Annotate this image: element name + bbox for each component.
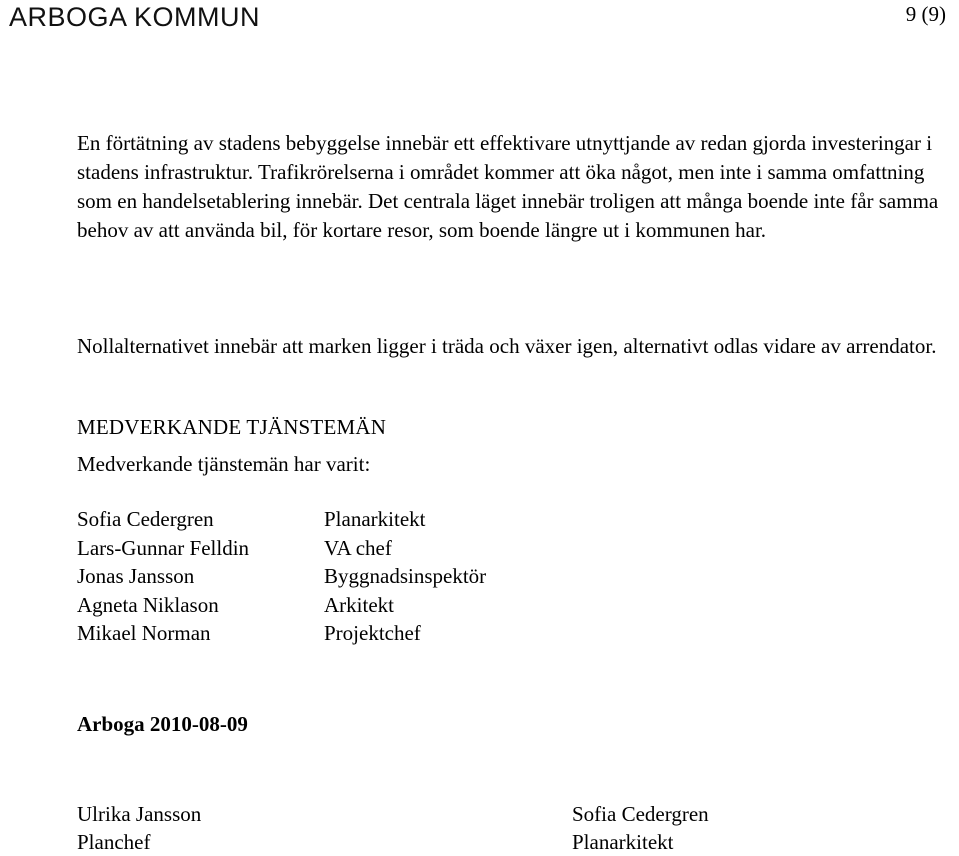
paragraph-densification: En förtätning av stadens bebyggelse innebär ett effektivare utnyttjande av redan gjorda investeringar i stadens infrastruktur. Trafikrörelserna i området kommer att öka något, men inte i samma omfattning som en handelsetablering innebär. Det centrala läget innebär troligen att många boende inte får samma behov av att använda bil, för kortare resor, som boende längre ut i kommunen har. — [77, 131, 939, 242]
staff-role: Planarkitekt — [324, 507, 426, 531]
staff-name: Sofia Cedergren — [77, 507, 214, 531]
staff-role: Projektchef — [324, 621, 421, 645]
staff-name: Lars-Gunnar Felldin — [77, 535, 250, 560]
staff-row — [77, 591, 486, 620]
section-heading: MEDVERKANDE TJÄNSTEMÄN — [77, 415, 387, 439]
signature-block-right — [572, 800, 709, 856]
place-date: Arboga 2010-08-09 — [77, 712, 248, 736]
staff-row — [77, 505, 486, 534]
section-intro: Medverkande tjänstemän har varit: — [77, 452, 371, 476]
signature-title: Planarkitekt — [572, 830, 674, 854]
signature-name: Sofia Cedergren — [572, 802, 709, 826]
staff-list — [77, 505, 486, 648]
municipality-logo: ARBOGA KOMMUN — [9, 2, 261, 32]
staff-name: Agneta Niklason — [77, 592, 219, 617]
staff-row — [77, 534, 486, 563]
staff-name: Jonas Jansson — [77, 564, 195, 588]
staff-row — [77, 562, 486, 591]
staff-name: Mikael Norman — [77, 621, 211, 645]
staff-role: VA chef — [324, 535, 392, 560]
staff-role: Byggnadsinspektör — [324, 564, 487, 588]
signature-block-left — [77, 800, 201, 856]
page-number: 9 (9) — [905, 2, 946, 26]
signature-title: Planchef — [77, 830, 151, 854]
staff-role: Arkitekt — [324, 592, 394, 617]
staff-row — [77, 619, 486, 648]
signature-name: Ulrika Jansson — [77, 802, 202, 826]
paragraph-zero-alternative: Nollalternativet innebär att marken ligger i träda och växer igen, alternativt odlas vidare av arrendator. — [77, 334, 937, 358]
